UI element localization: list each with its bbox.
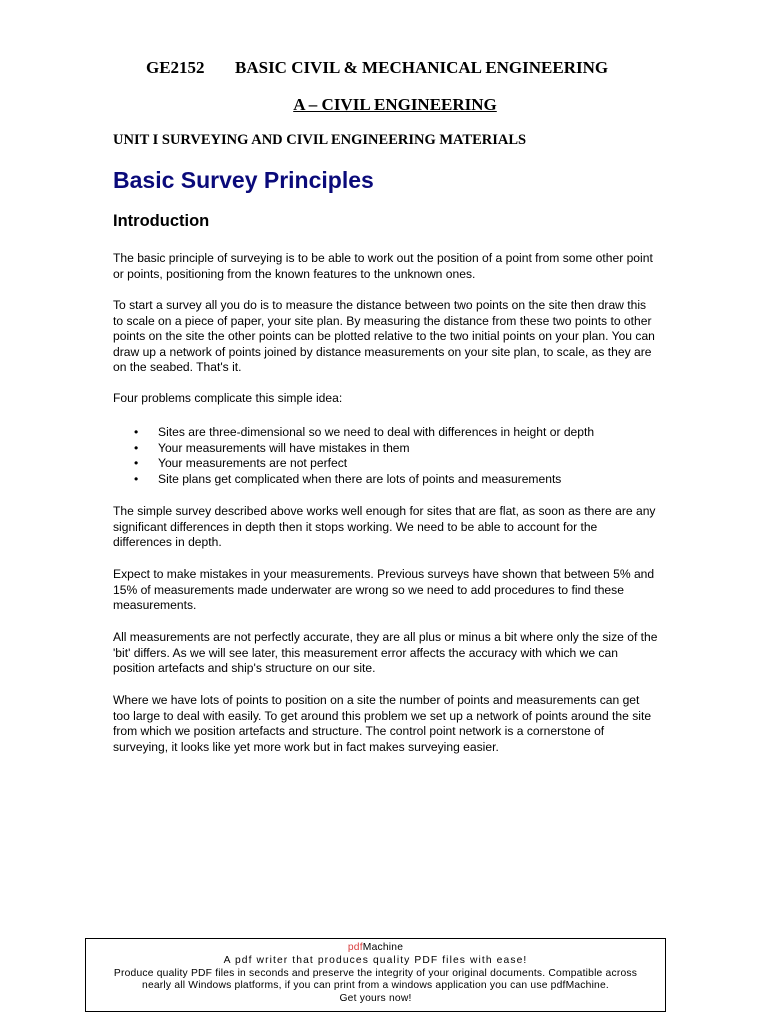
list-item: • Your measurements are not perfect — [113, 456, 594, 472]
section-heading: Introduction — [113, 212, 210, 230]
part-heading — [0, 95, 768, 115]
brand-suffix: Machine — [362, 942, 404, 953]
unit-title: UNIT I SURVEYING AND CIVIL ENGINEERING MATERIALS — [113, 132, 527, 148]
footer-cta: Get yours now! — [339, 993, 412, 1005]
paragraph: Expect to make mistakes in your measurements. Previous surveys have shown that between 5% and 15% of measurements made underwater are wrong so we need to add procedures to find these measurements. — [113, 567, 655, 612]
list-item: • Site plans get complicated when there are lots of points and measurements — [113, 472, 594, 488]
footer-tagline: A pdf writer that produces quality PDF files with ease! — [223, 954, 528, 966]
document-title: Basic Survey Principles — [113, 167, 374, 193]
brand-prefix: pdf — [347, 942, 363, 953]
paragraph: The basic principle of surveying is to be able to work out the position of a point from some other point or points, positioning from the known features to the unknown ones. — [113, 251, 653, 281]
course-code: GE2152 — [146, 58, 205, 77]
footer-brand — [86, 942, 665, 955]
pdfmachine-footer — [85, 938, 666, 1012]
list-item: • Sites are three-dimensional so we need to deal with differences in height or depth — [113, 425, 594, 441]
paragraph: Four problems complicate this simple idea: — [113, 391, 343, 405]
problem-list — [113, 425, 594, 487]
paragraph: Where we have lots of points to position on a site the number of points and measurements can get too large to deal with easily. To get around this problem we set up a network of points around the site from which we position artefacts and structure. The control point network is a cornerstone of surveying, it looks like yet more work but in fact makes surveying easier. — [113, 693, 652, 754]
paragraph: The simple survey described above works well enough for sites that are flat, as soon as there are any significant differences in depth then it stops working. We need to be able to account for the differences in depth. — [113, 504, 656, 549]
course-header — [146, 58, 608, 78]
course-title: BASIC CIVIL & MECHANICAL ENGINEERING — [235, 58, 609, 77]
footer-line: Produce quality PDF files in seconds and preserve the integrity of your original documents. Compatible across — [113, 967, 638, 979]
footer-line: nearly all Windows platforms, if you can print from a windows application you can use pdfMachine. — [142, 980, 609, 992]
part-title: A – CIVIL ENGINEERING — [293, 95, 497, 114]
paragraph: All measurements are not perfectly accurate, they are all plus or minus a bit where only the size of the 'bit' differs. As we will see later, this measurement error affects the accuracy with which we can position artefacts and ship's structure on our site. — [113, 630, 658, 675]
list-item: • Your measurements will have mistakes in them — [113, 441, 594, 457]
paragraph: To start a survey all you do is to measure the distance between two points on the site then draw this to scale on a piece of paper, your site plan. By measuring the distance from these two points to other points on the site the other points can be plotted relative to the two initial points on your plan. You can draw up a network of points joined by distance measurements on your site plan, to scale, as they are on the seabed. That's it. — [113, 298, 655, 374]
